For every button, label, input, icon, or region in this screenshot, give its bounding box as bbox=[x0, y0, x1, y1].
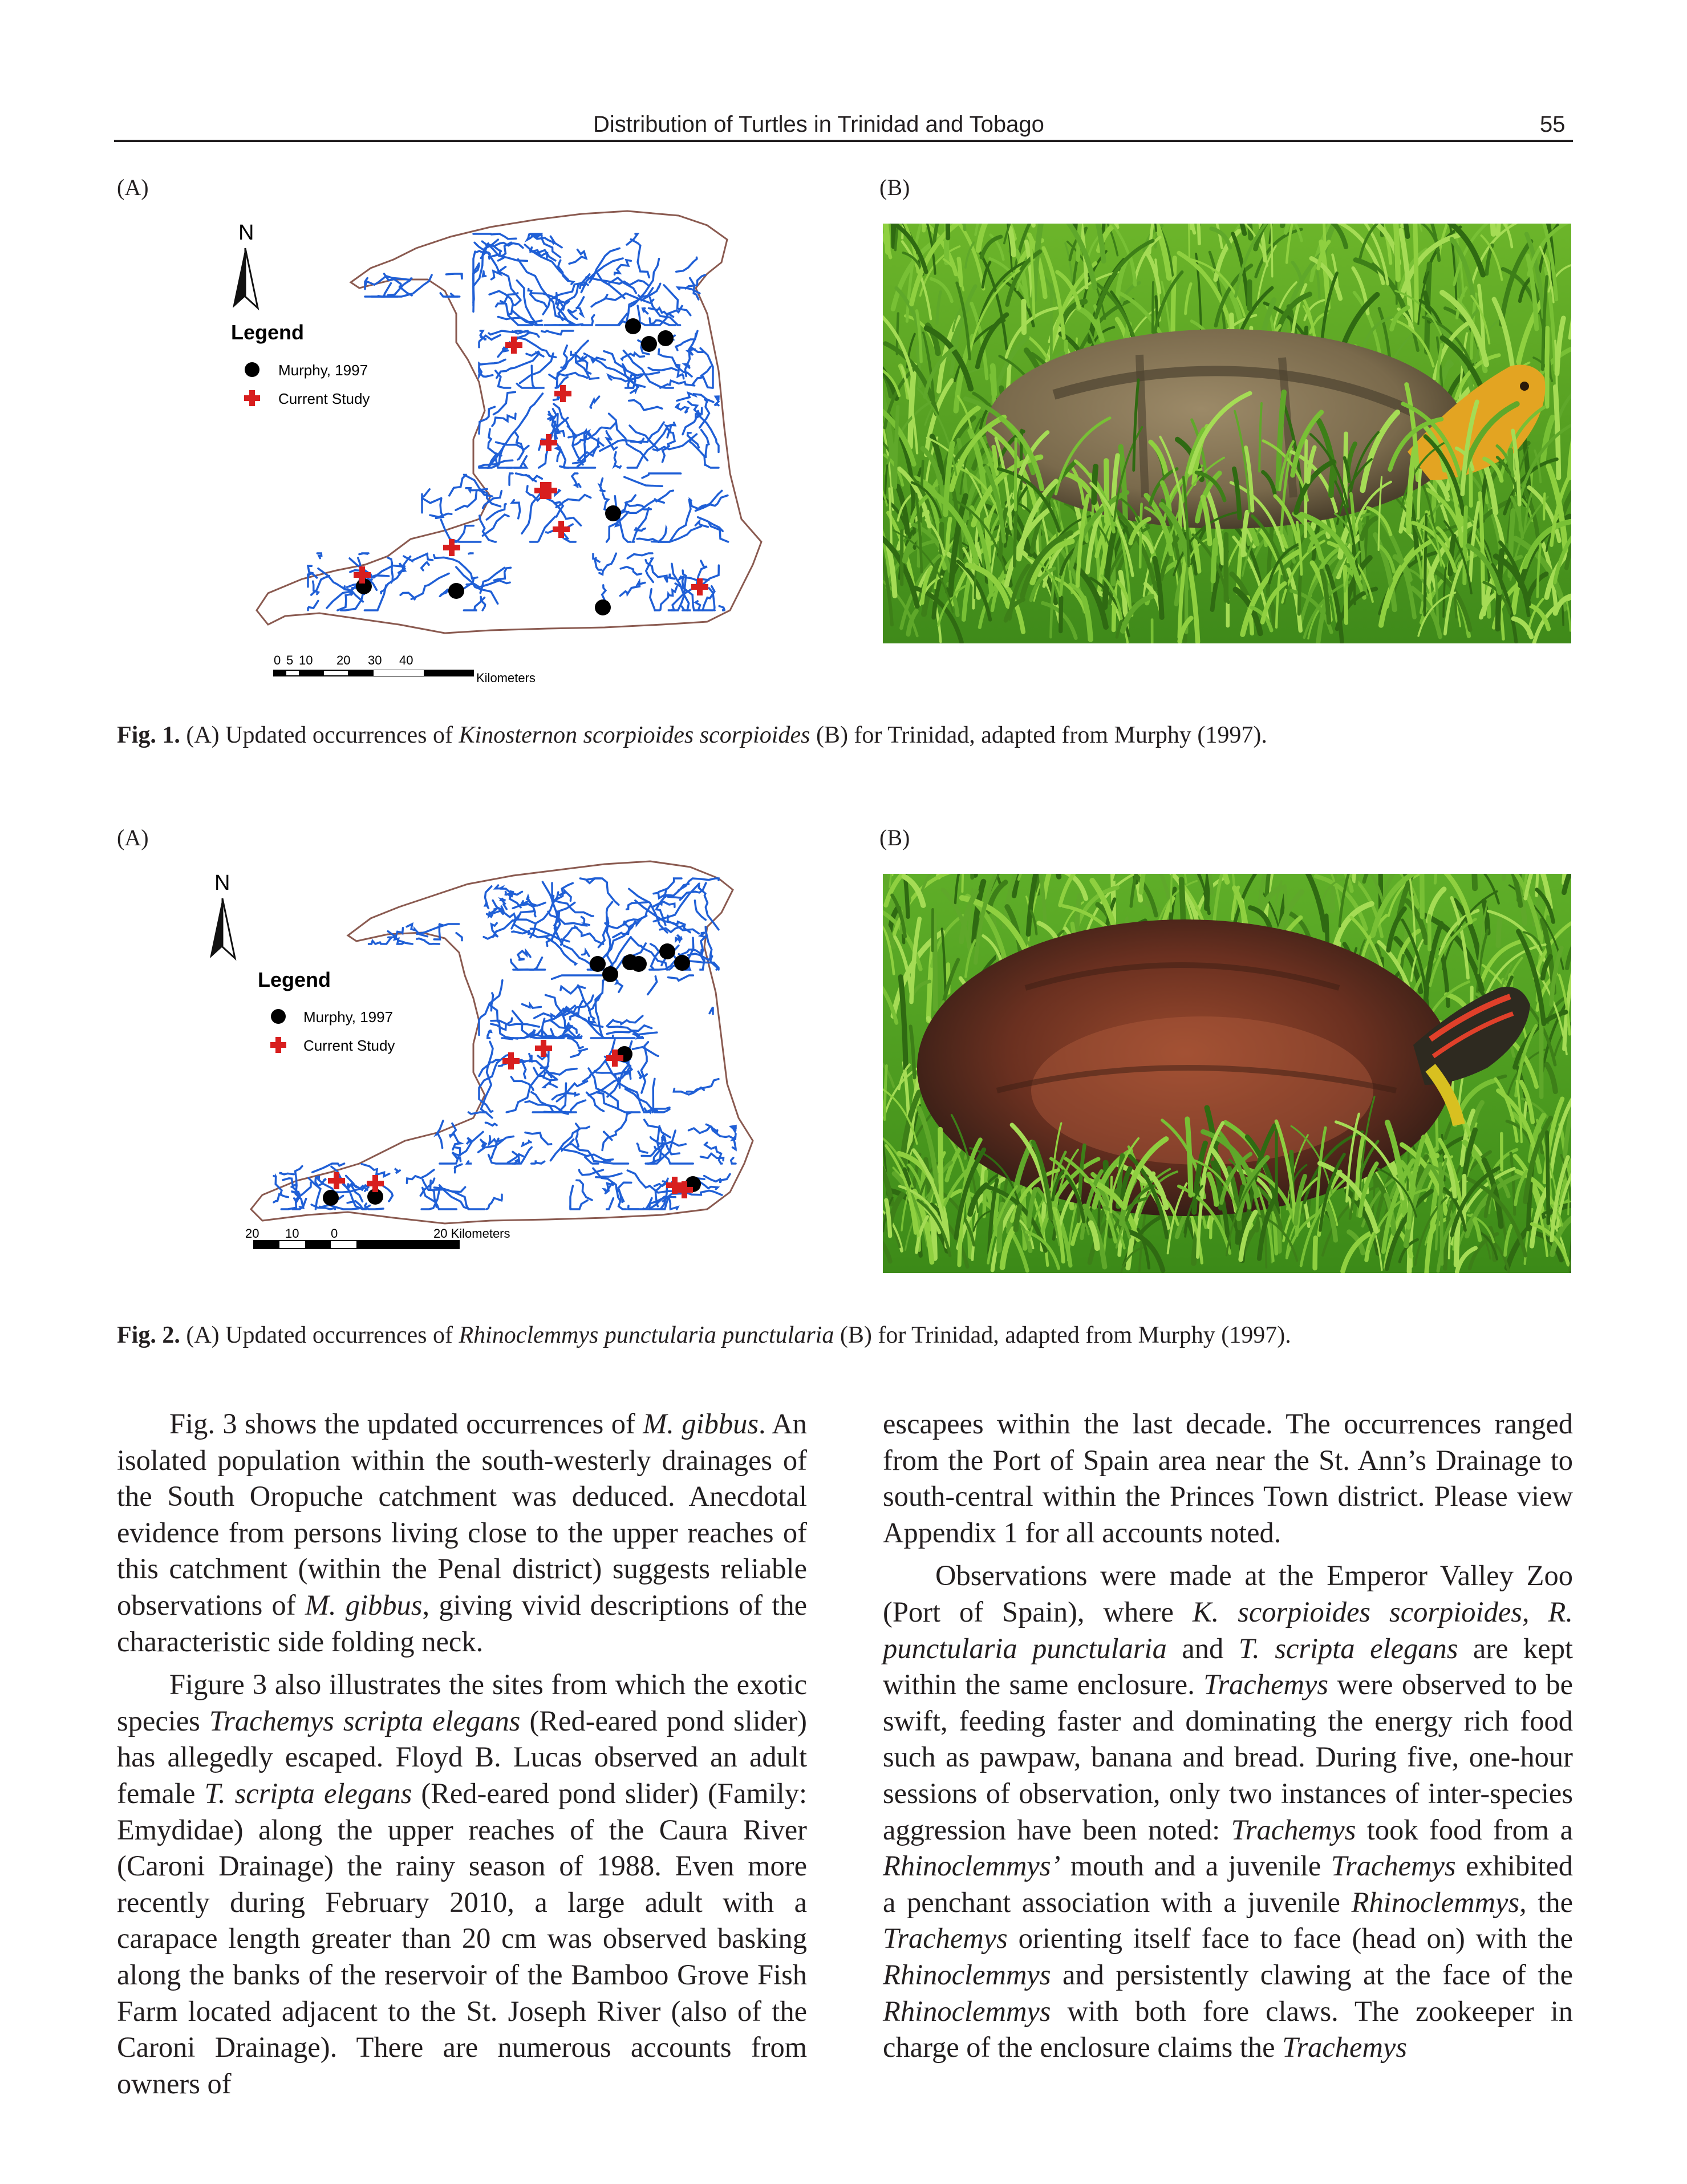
text-run: took food from a bbox=[1356, 1813, 1573, 1846]
murphy-1997-site bbox=[448, 583, 464, 599]
text-run: were observed to be swift, feeding faster and dominating the energy rich food such as pawpaw, banana and bread. During five, one-hour sessions of observation, only two instances of inter-species aggression have been noted: bbox=[883, 1668, 1574, 1846]
fig1-caption-label: Fig. 1. bbox=[117, 722, 180, 748]
italic-run: Rhinoclemmys bbox=[883, 1958, 1051, 1991]
north-arrow-icon bbox=[233, 248, 245, 308]
scale-unit: Kilometers bbox=[476, 671, 536, 685]
scale-tick-label: 5 bbox=[286, 653, 294, 667]
north-label: N bbox=[238, 221, 254, 245]
fig2-map bbox=[205, 844, 821, 1289]
fig1-caption-species: Kinosternon scorpioides scorpioides bbox=[459, 722, 810, 748]
murphy-1997-site bbox=[625, 318, 641, 334]
text-run: the bbox=[1526, 1886, 1573, 1918]
scale-tick-label: 10 bbox=[299, 653, 313, 667]
legend-murphy-dot-icon bbox=[271, 1009, 286, 1024]
italic-run: Trachemys bbox=[1282, 2031, 1407, 2064]
scale-tick-label: 20 bbox=[245, 1226, 259, 1241]
text-run: are kept within the same enclosure. bbox=[883, 1632, 1573, 1701]
legend-current-label: Current Study bbox=[303, 1037, 395, 1054]
murphy-1997-site bbox=[641, 336, 657, 352]
italic-run: Trachemys scripta elegans bbox=[209, 1704, 521, 1737]
murphy-1997-site bbox=[631, 956, 647, 972]
river-segment bbox=[436, 499, 443, 518]
italic-run: Rhinoclemmys’ bbox=[883, 1850, 1061, 1882]
paragraph bbox=[883, 1406, 1573, 1551]
text-run: Observations were made at the Emperor Valley Zoo (Port of Spain), where bbox=[883, 1559, 1573, 1628]
text-run: . An isolated population within the south-westerly drainages of the South Oropuche catchment was deduced. Anecdotal evidence from persons living close to the upper reaches of this catchment (within the Penal district) suggests reliable observations of bbox=[117, 1408, 808, 1621]
legend-murphy-label: Murphy, 1997 bbox=[303, 1008, 394, 1026]
fig1-photo-turtle bbox=[883, 224, 1571, 643]
murphy-1997-site bbox=[590, 956, 606, 972]
fig2-caption bbox=[117, 1322, 1577, 1349]
fig1-map bbox=[205, 200, 821, 702]
scale-bar bbox=[254, 1241, 459, 1249]
text-run: Fig. 3 shows the updated occurrences of bbox=[169, 1408, 643, 1440]
italic-run: M. gibbus bbox=[643, 1408, 759, 1440]
murphy-1997-site bbox=[605, 505, 621, 521]
fig2-photo-turtle bbox=[883, 874, 1571, 1273]
fig1-label-b: (B) bbox=[879, 175, 910, 200]
scale-tick-label: 30 bbox=[368, 653, 382, 667]
legend-current-cross-icon bbox=[244, 390, 260, 406]
text-run: escapees within the last decade. The occurrences ranged from the Port of Spain area near the St. Ann’s Drainage to south-central within the Princes Town district. Please view Appendix 1 for all accounts noted. bbox=[883, 1408, 1573, 1549]
legend-current-label: Current Study bbox=[278, 390, 370, 407]
murphy-1997-site bbox=[323, 1190, 339, 1206]
text-run: with both fore claws. The zookeeper in charge of the enclosure claims the bbox=[883, 1995, 1573, 2064]
text-run: (Red-eared pond slider) has allegedly escaped. Floyd B. Lucas observed an adult female bbox=[117, 1704, 807, 1809]
river-segment bbox=[449, 475, 466, 496]
murphy-1997-site bbox=[674, 955, 690, 971]
fig2-label-a: (A) bbox=[117, 825, 149, 850]
body-right-column bbox=[883, 1406, 1573, 2066]
north-arrow-icon bbox=[210, 898, 222, 958]
murphy-1997-site bbox=[658, 330, 674, 346]
italic-run: Trachemys bbox=[883, 1922, 1008, 1955]
north-label: N bbox=[214, 871, 230, 895]
fig2-label-b: (B) bbox=[879, 825, 910, 850]
text-run: and bbox=[1166, 1632, 1239, 1664]
scale-tick-label: 10 bbox=[285, 1226, 299, 1241]
river-segment bbox=[378, 296, 398, 297]
italic-run: K. scorpioides scorpioides, R. punctularia punctularia bbox=[883, 1595, 1573, 1664]
italic-run: Trachemys bbox=[1231, 1813, 1356, 1846]
text-run: Figure 3 also illustrates the sites from which the exotic species bbox=[117, 1668, 807, 1737]
fig2-caption-species: Rhinoclemmys punctularia punctularia bbox=[459, 1322, 834, 1348]
river-segment bbox=[603, 1162, 628, 1164]
river-segment bbox=[468, 553, 474, 554]
italic-run: Rhinoclemmys bbox=[883, 1995, 1051, 2027]
italic-run: Trachemys bbox=[1331, 1850, 1456, 1882]
italic-run: Trachemys bbox=[1203, 1668, 1329, 1701]
running-title: Distribution of Turtles in Trinidad and Tobago bbox=[593, 112, 1044, 137]
fig1-caption-post: (B) for Trinidad, adapted from Murphy (1997). bbox=[810, 722, 1267, 748]
river-segment bbox=[502, 1038, 517, 1039]
river-segment bbox=[371, 938, 391, 944]
italic-run: T. scripta elegans bbox=[1238, 1632, 1458, 1664]
scale-bar bbox=[274, 670, 473, 676]
scale-tick-label: 0 bbox=[331, 1226, 338, 1241]
murphy-1997-site bbox=[659, 943, 675, 959]
italic-run: Rhinoclemmys, bbox=[1351, 1886, 1527, 1918]
fig1-caption bbox=[117, 722, 1577, 749]
river-segment bbox=[279, 1173, 294, 1174]
page-number: 55 bbox=[1540, 112, 1566, 137]
legend-murphy-label: Murphy, 1997 bbox=[278, 362, 368, 379]
header-rule bbox=[114, 140, 1573, 142]
fig1-caption-pre: (A) Updated occurrences of bbox=[180, 722, 459, 748]
legend-title: Legend bbox=[258, 968, 331, 991]
murphy-1997-site bbox=[595, 599, 611, 615]
paragraph bbox=[883, 1558, 1573, 2065]
text-run: (Red-eared pond slider) (Family: Emydidae) along the upper reaches of the Caura River (Caroni Drainage) the rainy season of 1988. Even more recently during February 2010, a large adult with a carapace length greater than 20 cm was observed basking along the banks of the reservoir of the Bamboo Grove Fish Farm located adjacent to the St. Joseph River (also of the Caroni Drainage). There are numerous accounts from owners of bbox=[117, 1777, 807, 2100]
fig2-caption-pre: (A) Updated occurrences of bbox=[180, 1322, 459, 1348]
fig1-label-a: (A) bbox=[117, 175, 149, 200]
trinidad-outline bbox=[257, 211, 761, 633]
river-segment bbox=[359, 553, 368, 554]
fig2-caption-post: (B) for Trinidad, adapted from Murphy (1997). bbox=[834, 1322, 1291, 1348]
river-segment bbox=[317, 553, 321, 558]
legend-murphy-dot-icon bbox=[245, 362, 259, 377]
legend-current-cross-icon bbox=[270, 1037, 286, 1053]
scale-tick-label: 0 bbox=[274, 653, 281, 667]
murphy-1997-site bbox=[602, 966, 618, 982]
scale-tick-label: 20 Kilometers bbox=[433, 1226, 510, 1241]
italic-run: M. gibbus bbox=[305, 1589, 423, 1621]
fig2-caption-label: Fig. 2. bbox=[117, 1322, 180, 1348]
text-run: mouth and a juvenile bbox=[1060, 1850, 1331, 1882]
italic-run: T. scripta elegans bbox=[204, 1777, 412, 1809]
scale-tick-label: 40 bbox=[399, 653, 413, 667]
scale-tick-label: 20 bbox=[336, 653, 351, 667]
text-run: exhibited a penchant association with a juvenile bbox=[883, 1850, 1574, 1918]
text-run: and persistently clawing at the face of the bbox=[1051, 1958, 1573, 1991]
paragraph bbox=[117, 1667, 807, 2102]
text-run: orienting itself face to face (head on) with the bbox=[1007, 1922, 1573, 1955]
text-run: , giving vivid descriptions of the characteristic side folding neck. bbox=[117, 1589, 807, 1658]
legend-title: Legend bbox=[231, 321, 305, 344]
paragraph bbox=[117, 1406, 807, 1660]
body-left-column bbox=[117, 1406, 807, 2102]
